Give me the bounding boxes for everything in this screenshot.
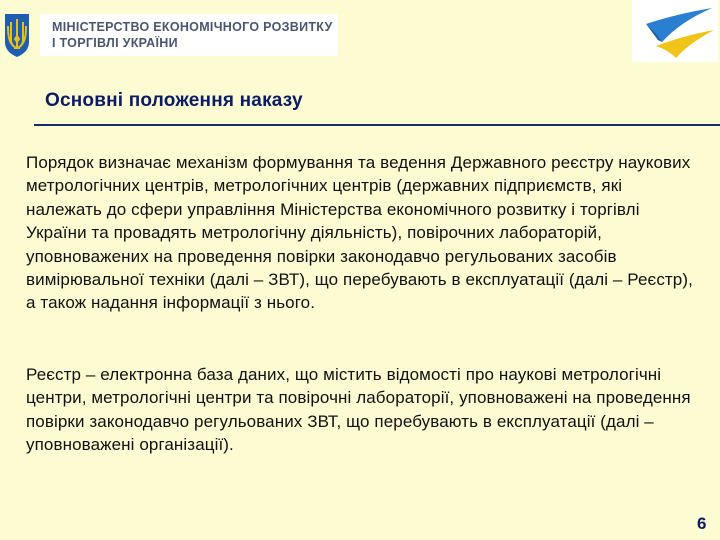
paragraph-registry: Реєстр – електронна база даних, що містить відомості про наукові метрологічні центри, метрологічні центри та повірочні лабораторії, уповноважені на проведення повірки законодавчо регульованих ЗВТ, що перебувають в експлуатації (далі – уповноважені організації). bbox=[26, 365, 691, 455]
slide-title: Основні положення наказу bbox=[45, 90, 303, 111]
ministry-name-box bbox=[40, 14, 338, 56]
blue-yellow-swoosh-icon bbox=[632, 0, 718, 62]
header-band bbox=[0, 0, 720, 62]
trident-crest-icon bbox=[2, 12, 32, 58]
ministry-name-line2: І ТОРГІВЛІ УКРАЇНИ bbox=[52, 36, 178, 50]
page-number: 6 bbox=[697, 514, 707, 533]
title-divider bbox=[34, 124, 720, 126]
ministry-name-line1: МІНІСТЕРСТВО ЕКОНОМІЧНОГО РОЗВИТКУ bbox=[52, 20, 333, 34]
paragraph-procedure: Порядок визначає механізм формування та ведення Державного реєстру наукових метрологічних центрів, метрологічних центрів (державних підприємств, які належать до сфери управління Міністерства економічного розвитку і торгівлі України та провадять метрологічну діяльність), повірочних лабораторій, уповноважених на проведення повірки законодавчо регульованих засобів вимірювальної техніки (далі – ЗВТ), що перебувають в експлуатації (далі – Реєстр), а також надання інформації з нього. bbox=[26, 153, 693, 313]
